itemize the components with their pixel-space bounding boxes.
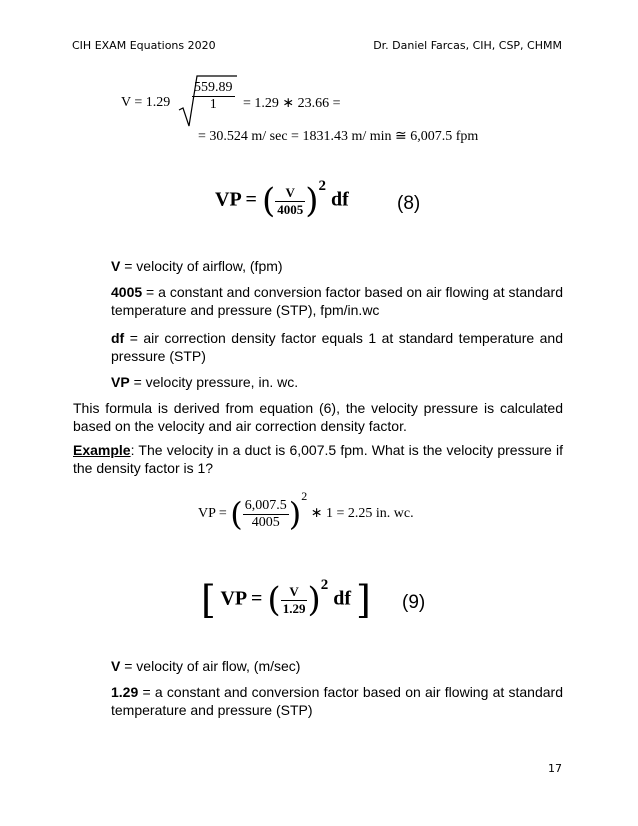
eq8-formula (215, 177, 349, 221)
eq9-bracket-open: [ (201, 578, 216, 622)
def8-4005-text: = a constant and conversion factor based on air flowing at standard temperature and pressure (STP), fpm/in.wc (111, 284, 563, 318)
def9-129 (111, 683, 563, 719)
def9-129-term: 1.29 (111, 684, 139, 700)
eq8-frac-den: 4005 (277, 201, 304, 217)
eq9-lhs: VP = (220, 587, 263, 610)
calc2-formula (198, 489, 414, 533)
def8-4005-term: 4005 (111, 284, 143, 300)
def8-vp (111, 373, 563, 391)
calc2-rhs: ∗ 1 = 2.25 in. wc. (310, 506, 414, 522)
eq8-paren-open: ( (261, 181, 276, 221)
example-text: : The velocity in a duct is 6,007.5 fpm. What is the velocity pressure if the density factor is 1? (73, 442, 563, 476)
def9-129-text: = a constant and conversion factor based on air flowing at standard temperature and pressure (STP) (111, 684, 563, 718)
eq9-bracket-close: ] (356, 578, 371, 622)
calc1-rhs: = 1.29 ∗ 23.66 = (243, 96, 341, 111)
def8-df (111, 329, 563, 365)
calc1-line2: = 30.524 m/ sec = 1831.43 m/ min ≅ 6,007.5 fpm (198, 129, 479, 144)
header-left: CIH EXAM Equations 2020 (72, 39, 216, 52)
calc2-fraction (243, 498, 289, 531)
calc2-frac-num: 6,007.5 (244, 497, 287, 513)
eq9-frac-den: 1.29 (282, 600, 306, 616)
calc2-paren-open: ( (230, 495, 243, 533)
eq9-paren-close: ) (307, 580, 321, 620)
eq8-lhs: VP = (215, 188, 257, 211)
def8-v-text: = velocity of airflow, (fpm) (120, 258, 283, 274)
eq9-number: (9) (402, 592, 426, 613)
def8-v-term: V (111, 258, 121, 274)
eq8-exponent: 2 (318, 177, 326, 194)
def8-v (111, 257, 563, 275)
eq8-frac-num: V (285, 184, 295, 200)
example-paragraph (73, 441, 563, 477)
def9-v-term: V (111, 658, 121, 674)
calc2-frac-den: 4005 (243, 514, 289, 531)
derivation-paragraph: This formula is derived from equation (6), the velocity pressure is calculated based on the velocity and air correction density factor. (73, 400, 563, 434)
def8-df-term: df (111, 330, 125, 346)
eq9-formula (201, 578, 371, 622)
calc1-lhs: V = 1.29 (121, 95, 171, 110)
header-right: Dr. Daniel Farcas, CIH, CSP, CHMM (373, 39, 562, 52)
eq8-paren-close: ) (305, 181, 319, 221)
eq9-frac-num: V (289, 583, 299, 599)
eq8-number: (8) (397, 193, 421, 214)
calc2-lhs: VP = (198, 506, 227, 522)
eq9-fraction (281, 584, 308, 617)
def8-vp-term: VP (111, 374, 130, 390)
calc1-frac-den: 1 (192, 96, 235, 113)
def9-v-text: = velocity of air flow, (m/sec) (120, 658, 301, 674)
eq8-tail: df (330, 188, 349, 211)
calc1-frac-num: 559.89 (194, 80, 233, 95)
calc1-fraction (192, 80, 235, 113)
def8-4005 (111, 283, 563, 319)
eq8-fraction (275, 185, 305, 218)
example-label: Example (73, 442, 131, 458)
def8-df-text: = air correction density factor equals 1 at standard temperature and pressure (STP) (111, 330, 563, 364)
eq9-tail: df (333, 587, 351, 610)
eq9-exponent: 2 (320, 576, 329, 593)
def9-v (111, 657, 563, 675)
eq9-paren-open: ( (267, 580, 281, 620)
page-number: 17 (548, 762, 562, 775)
calc2-paren-close: ) (288, 495, 302, 533)
calc2-exponent: 2 (301, 489, 308, 504)
def8-vp-text: = velocity pressure, in. wc. (129, 374, 299, 390)
